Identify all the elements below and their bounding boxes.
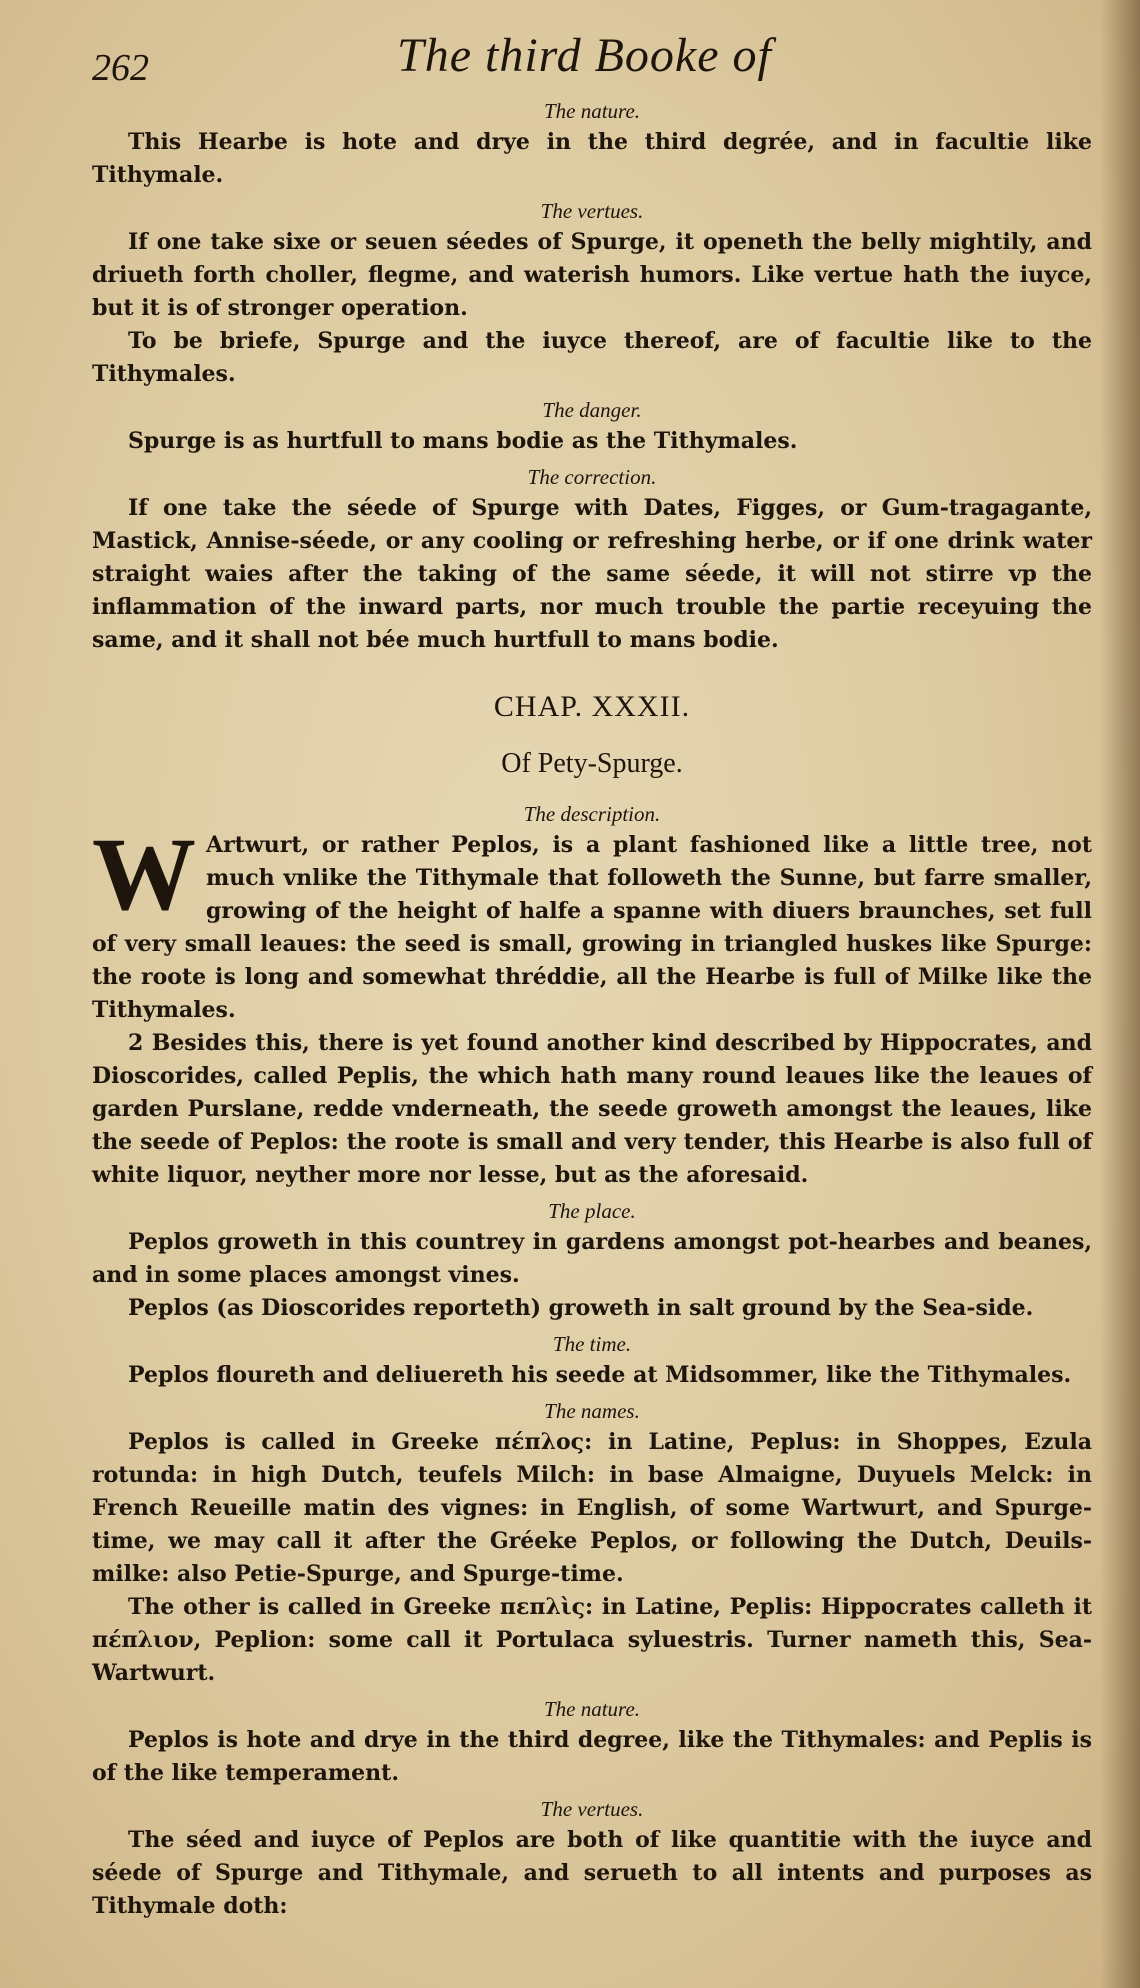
section-heading-vertues-2: The vertues.	[540, 1797, 644, 1821]
paragraph-vertues-2: To be briefe, Spurge and the iuyce thereof, are of facultie like to the Tithymales.	[92, 328, 1092, 387]
paragraph-danger: Spurge is as hurtfull to mans bodie as the Tithymales.	[128, 428, 798, 454]
section-heading-place: The place.	[548, 1199, 636, 1223]
section-heading-correction: The correction.	[527, 465, 657, 489]
chapter-title: Of Pety-Spurge.	[501, 748, 683, 779]
paragraph-time: Peplos floureth and deliuereth his seede at Midsommer, like the Tithymales.	[128, 1362, 1072, 1388]
page-header	[92, 28, 1092, 92]
description-text-1: Artwurt, or rather Peplos, is a plant fashioned like a little tree, not much vnlike the Tithymale that followeth the Sunne, but farre smaller, growing of the height of halfe a spanne with diuers braunches, set full of very small leaues: the seed is small, growing in triangled huskes like Spurge: the roote is long and somewhat thréddie, all the Hearbe is full of Milke like the Tithymales.	[92, 832, 1092, 1023]
paragraph-correction: If one take the séede of Spurge with Dates, Figges, or Gum-tragagante, Mastick, Annise-séede, or any cooling or refreshing herbe, or if one drink water straight waies after the taking of the same séede, it will not stirre vp the inflammation of the inward parts, nor much trouble the partie receyuing the same, and it shall not bée much hurtfull to mans bodie.	[92, 495, 1092, 653]
page-gutter-shadow	[1100, 0, 1140, 1988]
section-heading-danger: The danger.	[542, 398, 642, 422]
page-content	[92, 28, 1092, 1923]
paragraph-names-2: The other is called in Greeke πεπλὶς: in Latine, Peplis: Hippocrates calleth it πέπλιον, Peplion: some call it Portulaca syluestris. Turner nameth this, Sea-Wartwurt.	[92, 1594, 1092, 1686]
section-heading-description: The description.	[523, 802, 661, 826]
paragraph-vertues-3: The séed and iuyce of Peplos are both of like quantitie with the iuyce and séede of Spurge and Tithymale, and serueth to all intents and purposes as Tithymale doth:	[92, 1827, 1092, 1919]
paragraph-description-2: 2 Besides this, there is yet found another kind described by Hippocrates, and Dioscorides, called Peplis, the which hath many round leaues like the leaues of garden Purslane, redde vnderneath, the seede groweth amongst the leaues, like the seede of Peplos: the roote is small and very tender, this Hearbe is also full of white liquor, neyther more nor lesse, but as the aforesaid.	[92, 1030, 1092, 1188]
paragraph-nature-2: Peplos is hote and drye in the third degree, like the Tithymales: and Peplis is of the like temperament.	[92, 1727, 1092, 1786]
paragraph-names-1: Peplos is called in Greeke πέπλος: in Latine, Peplus: in Shoppes, Ezula rotunda: in high Dutch, teufels Milch: in base Almaigne, Duyuels Melck: in French Reueille matin des vignes: in English, of some Wartwurt, and Spurge-time, we may call it after the Gréeke Peplos, or following the Dutch, Deuils-milke: also Petie-Spurge, and Spurge-time.	[92, 1429, 1092, 1587]
page-number: 262	[92, 47, 149, 89]
paragraph-description-1	[92, 817, 1092, 1027]
section-heading-names: The names.	[544, 1399, 640, 1423]
paragraph-place-2: Peplos (as Dioscorides reporteth) groweth in salt ground by the Sea-side.	[128, 1295, 1034, 1321]
section-heading-vertues: The vertues.	[540, 199, 644, 223]
paragraph-vertues-1: If one take sixe or seuen séedes of Spurge, it openeth the belly mightily, and driueth forth choller, flegme, and waterish humors. Like vertue hath the iuyce, but it is of stronger operation.	[92, 229, 1092, 321]
drop-cap: W	[92, 817, 196, 932]
paragraph-place-1: Peplos groweth in this countrey in gardens amongst pot-hearbes and beanes, and in some places amongst vines.	[92, 1229, 1092, 1288]
paragraph-nature: This Hearbe is hote and drye in the third degrée, and in facultie like Tithymale.	[92, 129, 1092, 188]
running-title: The third Booke of	[397, 29, 772, 82]
section-heading-time: The time.	[552, 1332, 632, 1356]
section-heading-nature-2: The nature.	[543, 1697, 641, 1721]
chapter-number: CHAP. XXXII.	[493, 690, 691, 723]
section-heading-nature: The nature.	[543, 99, 641, 123]
